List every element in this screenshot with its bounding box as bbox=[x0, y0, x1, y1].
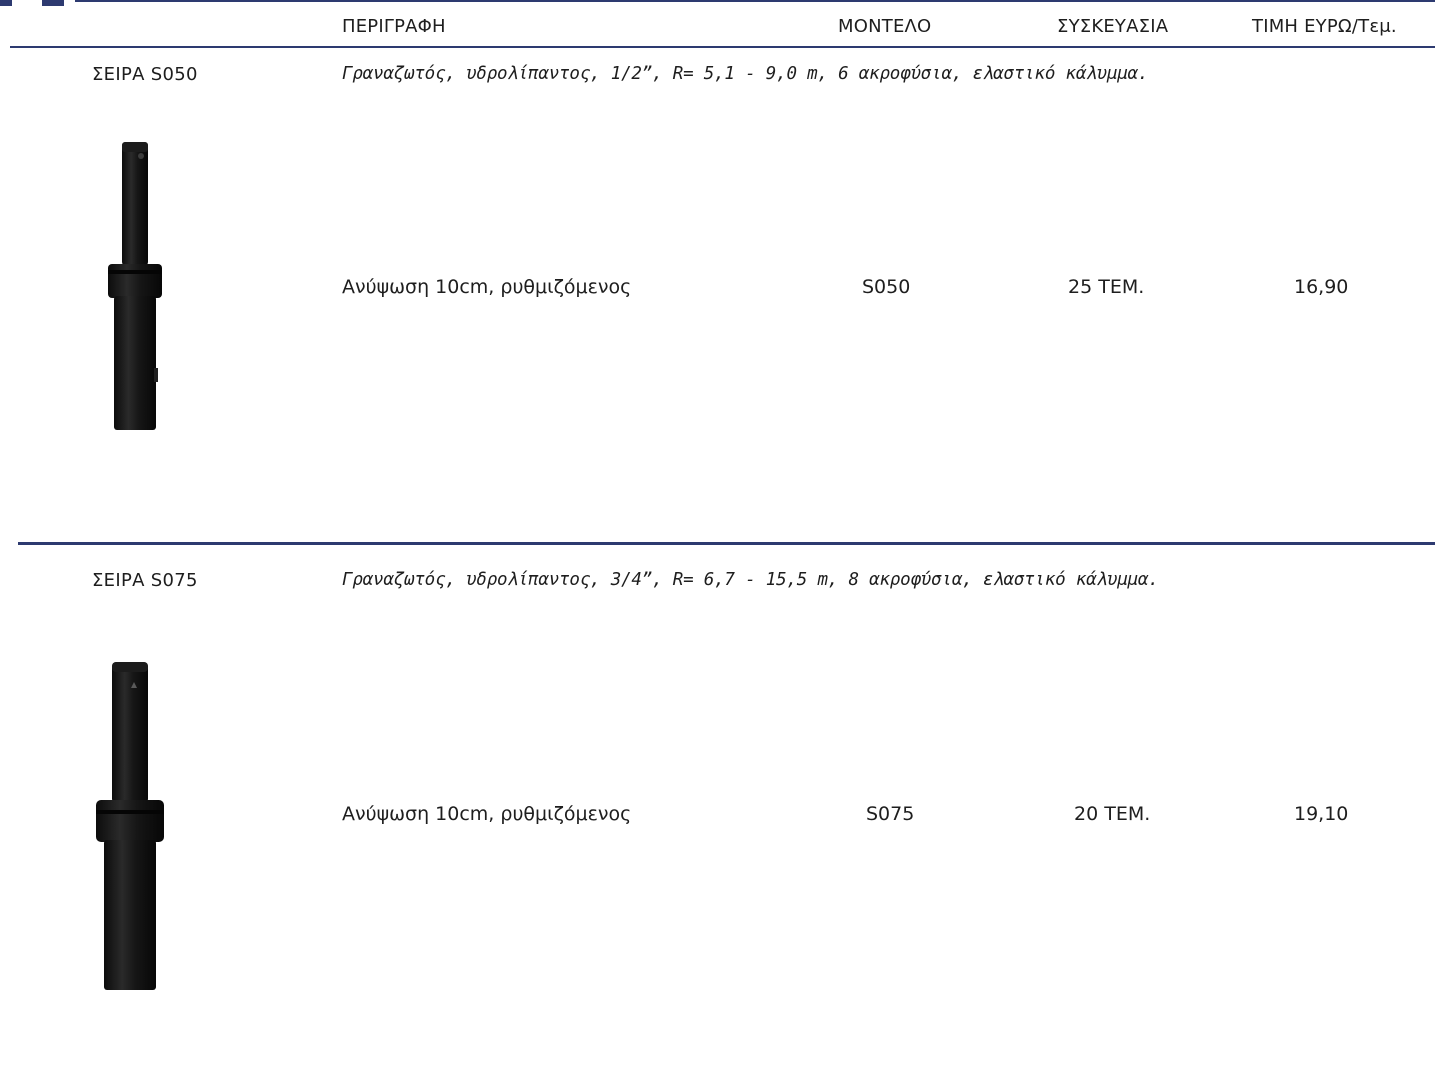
pop-up-sprinkler-image bbox=[90, 660, 170, 992]
item-description: Ανύψωση 10cm, ρυθμιζόμενος bbox=[342, 803, 632, 825]
column-header-price: ΤΙΜΗ ΕΥΡΩ/Τεμ. bbox=[1252, 16, 1397, 37]
section-rule bbox=[18, 542, 1435, 545]
column-header-packaging: ΣΥΣΚΕΥΑΣΙΑ bbox=[1057, 16, 1169, 37]
column-header-model: ΜΟΝΤΕΛΟ bbox=[838, 16, 932, 37]
item-packaging: 20 ΤΕΜ. bbox=[1074, 803, 1151, 825]
top-corner-mark bbox=[0, 0, 12, 6]
pop-up-sprinkler-image bbox=[100, 140, 170, 432]
item-model: S050 bbox=[862, 276, 911, 298]
item-description: Ανύψωση 10cm, ρυθμιζόμενος bbox=[342, 276, 632, 298]
series-description: Γραναζωτός, υδρολίπαντος, 3/4”, R= 6,7 - 15,5 m, 8 ακροφύσια, ελαστικό κάλυμμα. bbox=[342, 570, 1159, 590]
item-price: 16,90 bbox=[1294, 276, 1349, 298]
series-title: ΣΕΙΡΑ S050 bbox=[92, 64, 198, 85]
item-price: 19,10 bbox=[1294, 803, 1349, 825]
header-rule bbox=[10, 46, 1435, 48]
column-header-description: ΠΕΡΙΓΡΑΦΗ bbox=[342, 16, 446, 37]
item-packaging: 25 ΤΕΜ. bbox=[1068, 276, 1145, 298]
top-rule bbox=[75, 0, 1435, 2]
top-corner-mark bbox=[42, 0, 64, 6]
series-description: Γραναζωτός, υδρολίπαντος, 1/2”, R= 5,1 - 9,0 m, 6 ακροφύσια, ελαστικό κάλυμμα. bbox=[342, 64, 1149, 84]
item-model: S075 bbox=[866, 803, 915, 825]
series-title: ΣΕΙΡΑ S075 bbox=[92, 570, 198, 591]
